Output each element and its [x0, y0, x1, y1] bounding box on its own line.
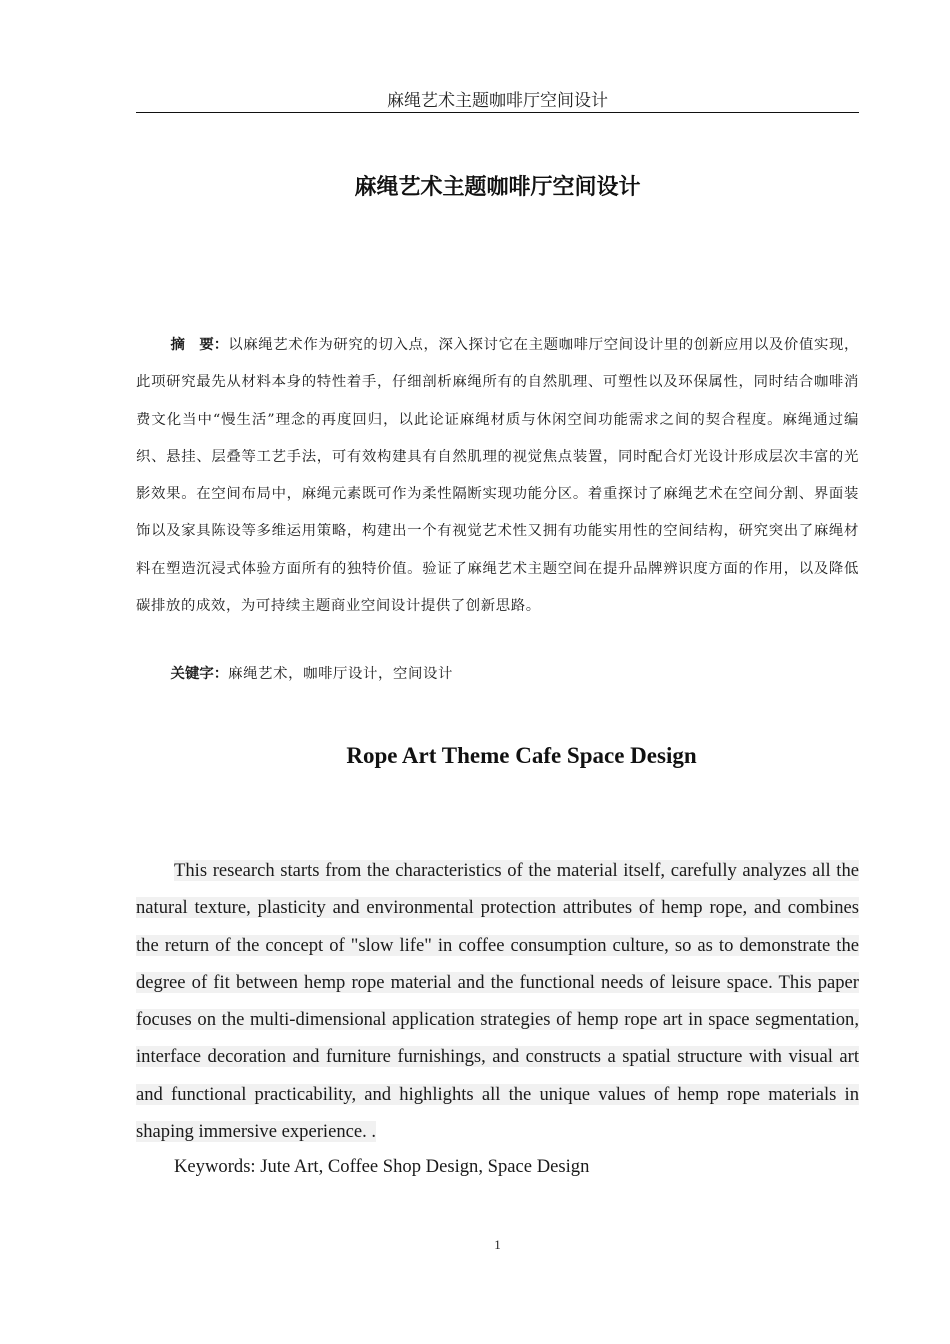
page-number: 1 [494, 1237, 501, 1252]
running-header: 麻绳艺术主题咖啡厅空间设计 [387, 91, 608, 111]
english-abstract [136, 852, 859, 1150]
chinese-keywords [136, 659, 859, 689]
english-title: Rope Art Theme Cafe Space Design [346, 743, 697, 768]
chinese-abstract-label: 摘 要： [170, 337, 229, 353]
chinese-abstract [136, 327, 859, 625]
chinese-title: 麻绳艺术主题咖啡厅空间设计 [354, 175, 641, 200]
english-abstract-text: This research starts from the characteristics of the material itself, carefully analyzes all the natural texture, plasticity and environmental protection attributes of hemp rope, and combines the return of the concept of "slow life" in coffee consumption culture, so as to demonstrate the degree of fit between hemp rope material and the functional needs of leisure space. This paper focuses on the multi-dimensional application strategies of hemp rope art in space segmentation, interface decoration and furniture furnishings, and constructs a spatial structure with visual art and functional practicability, and highlights all the unique values of hemp rope materials in shaping immersive experience. . [136, 860, 859, 1143]
english-keywords: Keywords: Jute Art, Coffee Shop Design, Space Design [174, 1156, 590, 1177]
header-rule [136, 112, 859, 113]
chinese-keywords-text: 麻绳艺术，咖啡厅设计，空间设计 [228, 666, 453, 682]
chinese-keywords-label: 关键字： [170, 666, 229, 682]
chinese-abstract-text: 以麻绳艺术作为研究的切入点，深入探讨它在主题咖啡厅空间设计里的创新应用以及价值实现，此项研究最先从材料本身的特性着手，仔细剖析麻绳所有的自然肌理、可塑性以及环保属性，同时结合咖啡消费文化当中“慢生活”理念的再度回归，以此论证麻绳材质与休闲空间功能需求之间的契合程度。麻绳通过编织、悬挂、层叠等工艺手法，可有效构建具有自然肌理的视觉焦点装置，同时配合灯光设计形成层次丰富的光影效果。在空间布局中，麻绳元素既可作为柔性隔断实现功能分区。着重探讨了麻绳艺术在空间分割、界面装饰以及家具陈设等多维运用策略，构建出一个有视觉艺术性又拥有功能实用性的空间结构，研究突出了麻绳材料在塑造沉浸式体验方面所有的独特价值。验证了麻绳艺术主题空间在提升品牌辨识度方面的作用，以及降低碳排放的成效，为可持续主题商业空间设计提供了创新思路。 [136, 337, 859, 615]
